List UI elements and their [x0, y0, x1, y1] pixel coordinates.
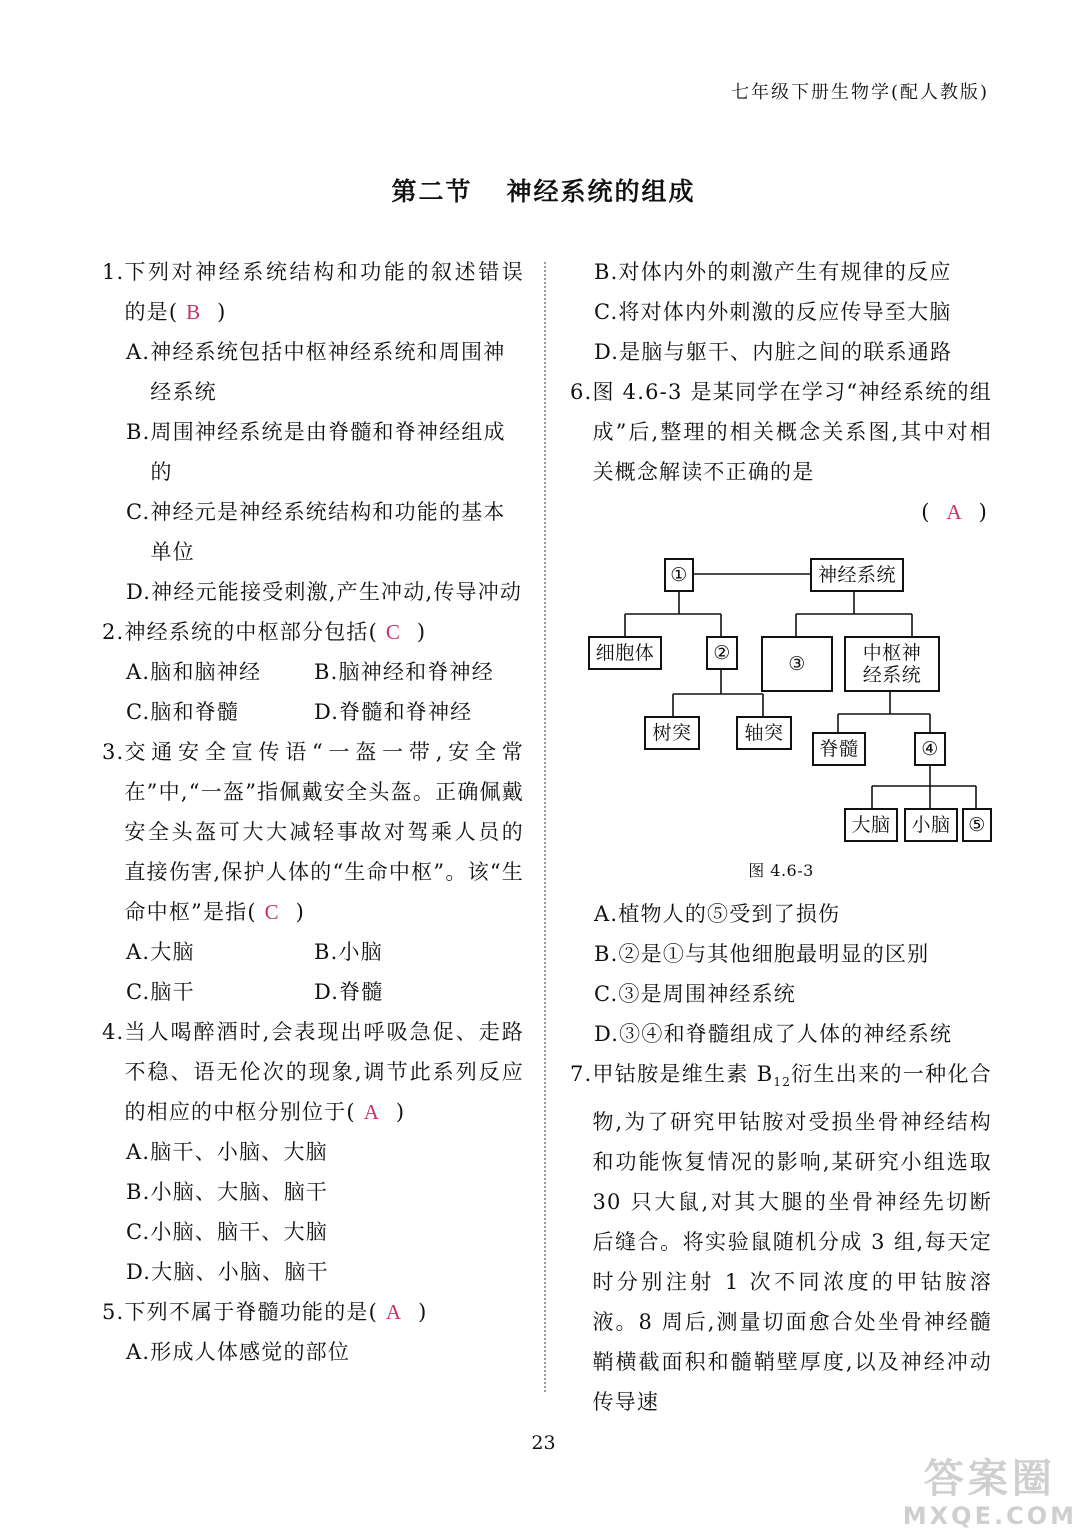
node-spinal-cord: 脊髓: [812, 732, 866, 766]
node-cerebrum: 大脑: [844, 808, 898, 842]
section-title: [0, 172, 1087, 208]
option-c: C. 小脑、脑干、大脑: [126, 1220, 329, 1244]
option-a: A. 形成人体感觉的部位: [126, 1340, 351, 1364]
question-1: 1. 下列对神经系统结构和功能的叙述错误的是( B ) A. 神经系统包括中枢神经系统和周围神经系统 B. 周围神经系统是由脊髓和脊神经组成的 C. 神经元是神经系统结构和功能的基本单位 D. 神经元能接受刺激,产生冲动,传导冲动: [102, 252, 524, 612]
option-c: C. 脑和脊髓: [126, 700, 240, 724]
concept-map: [568, 552, 998, 852]
option-a: A. 脑干、小脑、大脑: [126, 1140, 328, 1164]
question-number: 3.: [102, 740, 125, 764]
option-d: D. ③④和脊髓组成了人体的神经系统: [594, 1022, 953, 1046]
option-b: B. 周围神经系统是由脊髓和脊神经组成的: [126, 420, 506, 484]
book-header: 七年级下册生物学(配人教版): [730, 82, 989, 103]
right-column: [570, 252, 992, 1422]
node-4: ④: [914, 732, 946, 766]
concept-map-connectors: [568, 552, 998, 852]
option-c: C. 神经元是神经系统结构和功能的基本单位: [126, 500, 506, 564]
option-row: [102, 652, 524, 692]
section-number: 第二节: [391, 177, 473, 206]
node-cerebellum: 小脑: [904, 808, 958, 842]
question-number: 7.: [570, 1062, 593, 1086]
node-5: ⑤: [962, 808, 992, 842]
node-nervous-system: 神经系统: [810, 558, 904, 592]
question-7: [570, 1054, 992, 1422]
option-b: B. 小脑、大脑、脑干: [126, 1180, 329, 1204]
question-number: 5.: [102, 1300, 125, 1324]
node-dendrite: 树突: [644, 716, 700, 750]
left-column: [102, 252, 524, 1372]
answer-mark: A: [385, 1300, 403, 1324]
option-a: A. 脑和脑神经: [126, 660, 262, 684]
figure-caption: 图 4.6-3: [748, 861, 814, 880]
column-divider: [544, 262, 546, 1392]
question-stem: 当人喝醉酒时,会表现出呼吸急促、走路不稳、语无伦次的现象,调节此系列反应的相应的中枢分别位于(: [124, 1020, 524, 1124]
answer-mark: A: [946, 500, 963, 524]
page-number: 23: [531, 1432, 556, 1454]
option-d: D. 脊髓: [314, 980, 384, 1004]
question-stem: 图 4.6-3 是某同学在学习“神经系统的组成”后,整理的相关概念关系图,其中对相关概念解读不正确的是: [592, 380, 992, 484]
question-stem: 下列不属于脊髓功能的是(: [124, 1300, 379, 1324]
option-a: A. 大脑: [126, 940, 195, 964]
question-stem: 下列对神经系统结构和功能的叙述错误的是(: [124, 260, 524, 324]
option-row: [102, 972, 524, 1012]
option-d: D. 大脑、小脑、脑干: [126, 1260, 329, 1284]
question-stem: 神经系统的中枢部分包括(: [124, 620, 379, 644]
option-c: C. 脑干: [126, 980, 195, 1004]
question-stem: 交通安全宣传语“一盔一带,安全常在”中,“一盔”指佩戴安全头盔。正确佩戴安全头盔可大大减轻事故对驾乘人员的直接伤害,保护人体的“生命中枢”。该“生命中枢”是指(: [124, 740, 524, 924]
option-row: [102, 932, 524, 972]
question-number: 2.: [102, 620, 125, 644]
answer-line: ( A ): [921, 500, 988, 524]
node-2: ②: [706, 636, 738, 670]
option-d: D. 脊髓和脊神经: [314, 700, 473, 724]
answer-mark: B: [186, 300, 202, 324]
option-a: A. 植物人的⑤受到了损伤: [594, 902, 841, 926]
option-c: C. ③是周围神经系统: [594, 982, 797, 1006]
option-b: B. 对体内外的刺激产生有规律的反应: [594, 260, 952, 284]
option-b: B. 脑神经和脊神经: [314, 660, 494, 684]
option-d: D. 是脑与躯干、内脏之间的联系通路: [594, 340, 953, 364]
node-axon: 轴突: [736, 716, 792, 750]
question-3: 3. 交通安全宣传语“一盔一带,安全常在”中,“一盔”指佩戴安全头盔。正确佩戴安全头盔可大大减轻事故对驾乘人员的直接伤害,保护人体的“生命中枢”。该“生命中枢”是指( C ) A. 大脑 B. 小脑 C. 脑干 D. 脊髓: [102, 732, 524, 1012]
question-2: 2. 神经系统的中枢部分包括( C ) A. 脑和脑神经 B. 脑神经和脊神经 C. 脑和脊髓 D. 脊髓和脊神经: [102, 612, 524, 732]
question-number: 1.: [102, 260, 125, 284]
option-b: B. ②是①与其他细胞最明显的区别: [594, 942, 930, 966]
node-3: ③: [761, 636, 833, 692]
option-c: C. 将对体内外刺激的反应传导至大脑: [594, 300, 952, 324]
option-row: [102, 692, 524, 732]
question-number: 4.: [102, 1020, 125, 1044]
answer-mark: C: [264, 900, 280, 924]
answer-mark: A: [363, 1100, 381, 1124]
answer-mark: C: [385, 620, 402, 644]
section-name: 神经系统的组成: [506, 177, 696, 206]
watermark-logo: 答案圈 MXQE.COM: [902, 1456, 1077, 1530]
option-d: D. 神经元能接受刺激,产生冲动,传导冲动: [126, 580, 523, 604]
question-stem: 甲钴胺是维生素 $B_{12}$衍生出来的一种化合物,为了研究甲钴胺对受损坐骨神经结构和功能恢复情况的影响,某研究小组选取 30 只大鼠,对其大腿的坐骨神经先切断后缝合。将实验鼠随机分成 3 组,每天定时分别注射 1 次不同浓度的甲钴胺溶液。8 周后,测量切面愈合处坐骨神经髓鞘横截面积和髓鞘壁厚度,以及神经冲动传导速: [592, 1062, 992, 1415]
option-b: B. 小脑: [314, 940, 383, 964]
node-cell-body: 细胞体: [588, 636, 662, 670]
question-4: 4. 当人喝醉酒时,会表现出呼吸急促、走路不稳、语无伦次的现象,调节此系列反应的相应的中枢分别位于( A ) A. 脑干、小脑、大脑 B. 小脑、大脑、脑干 C. 小脑、脑干、大脑 D. 大脑、小脑、脑干: [102, 1012, 524, 1292]
question-number: 6.: [570, 380, 593, 404]
question-5: 5. 下列不属于脊髓功能的是( A ) A. 形成人体感觉的部位: [102, 1292, 524, 1372]
option-a: A. 神经系统包括中枢神经系统和周围神经系统: [126, 340, 506, 404]
node-cns: 中枢神经系统: [844, 636, 940, 692]
node-1: ①: [664, 558, 694, 592]
question-6: [570, 372, 992, 1054]
